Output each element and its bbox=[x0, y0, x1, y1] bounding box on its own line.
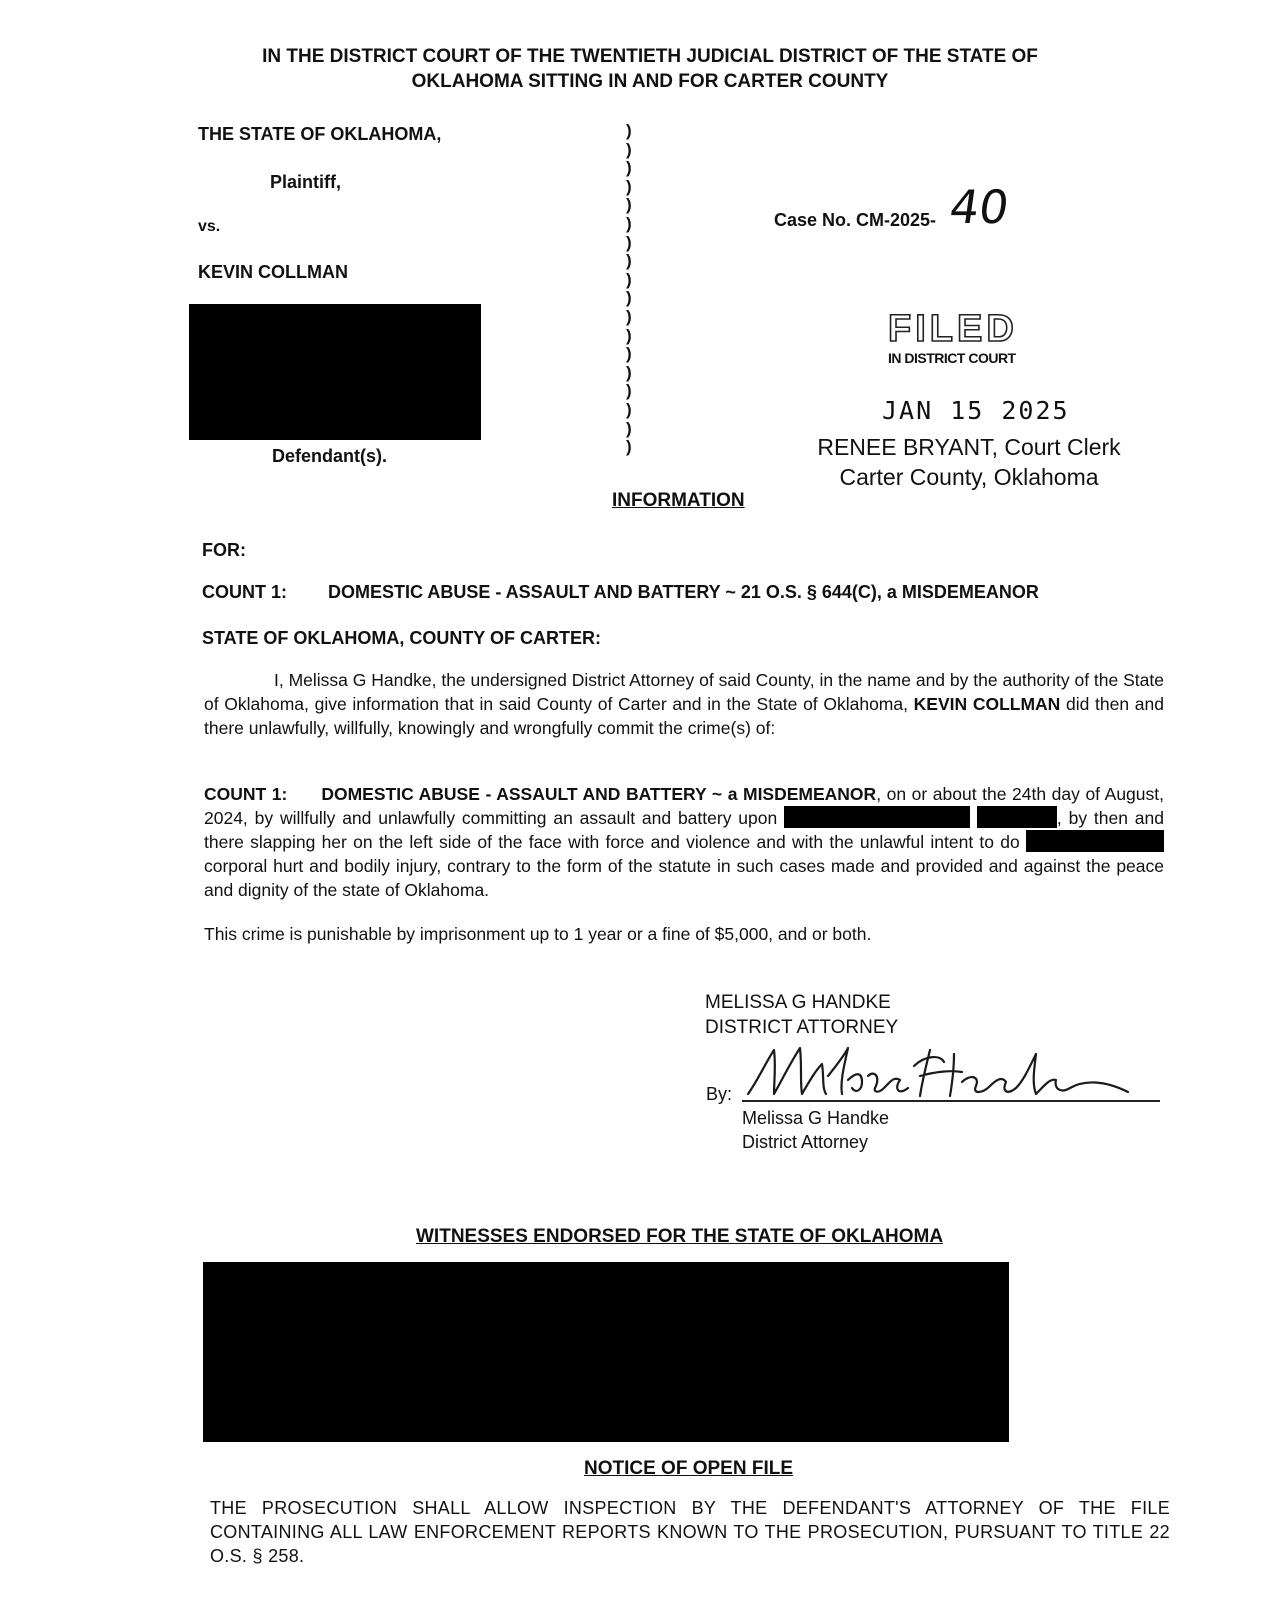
redacted-victim-name bbox=[784, 806, 970, 828]
witnesses-heading: WITNESSES ENDORSED FOR THE STATE OF OKLAHOMA bbox=[416, 1226, 944, 1247]
intro-paragraph bbox=[204, 668, 1164, 740]
filed-stamp-date: JAN 15 2025 bbox=[882, 396, 1070, 425]
redacted-witness-list bbox=[203, 1262, 1009, 1442]
count-heading-text: DOMESTIC ABUSE - ASSAULT AND BATTERY ~ 21 O.S. § 644(C), a MISDEMEANOR bbox=[328, 582, 1039, 602]
count-detail-text-3: corporal hurt and bodily injury, contrary to the form of the statute in such cases made and provided and against the peace and dignity of the state of Oklahoma. bbox=[204, 856, 1164, 900]
plaintiff-label: Plaintiff, bbox=[270, 172, 341, 192]
da-title-caps: DISTRICT ATTORNEY bbox=[705, 1017, 899, 1038]
case-number-prefix: Case No. CM-2025- bbox=[774, 210, 937, 230]
notice-heading: NOTICE OF OPEN FILE bbox=[584, 1458, 794, 1479]
versus-label: vs. bbox=[198, 218, 221, 235]
da-signature-block bbox=[705, 990, 898, 1040]
punishment-statement: This crime is punishable by imprisonment up to 1 year or a fine of $5,000, and or both. bbox=[204, 924, 872, 944]
case-number bbox=[774, 210, 936, 231]
court-caption bbox=[200, 44, 1100, 94]
redacted-victim-name-2 bbox=[977, 806, 1057, 828]
for-label: FOR: bbox=[202, 540, 246, 560]
count-detail-label: COUNT 1: bbox=[204, 784, 288, 804]
count-detail-text-1: , on or about the 24th day of August, 2024, by willfully and unlawfully committing an assault and battery upon bbox=[204, 784, 1164, 828]
caption-line-1: IN THE DISTRICT COURT OF THE TWENTIETH JUDICIAL DISTRICT OF THE STATE OF bbox=[262, 46, 1038, 67]
count-detail-paragraph bbox=[204, 782, 1164, 902]
court-county: Carter County, Oklahoma bbox=[839, 464, 1099, 490]
defendant-name: KEVIN COLLMAN bbox=[198, 262, 348, 282]
plaintiff-state: THE STATE OF OKLAHOMA, bbox=[198, 124, 442, 144]
signer-name: Melissa G Handke bbox=[742, 1108, 890, 1128]
caption-parentheses: ) ) ) ) ) ) ) ) ) ) ) ) ) ) ) ) ) ) bbox=[626, 121, 632, 457]
signature-line bbox=[742, 1100, 1160, 1102]
intro-text-1: I, Melissa G Handke, the undersigned District Attorney of said County, in the name and by the authority of the State of Oklahoma, give information that in said County of Carter and in the State of Oklahoma, bbox=[204, 670, 1164, 714]
filed-stamp-sub: IN DISTRICT COURT bbox=[888, 350, 1016, 366]
caption-line-2: OKLAHOMA SITTING IN AND FOR CARTER COUNTY bbox=[411, 71, 889, 92]
intro-defendant-name: KEVIN COLLMAN bbox=[913, 694, 1061, 714]
da-name-caps: MELISSA G HANDKE bbox=[705, 992, 891, 1013]
count-detail-text-2: , by then and there slapping her on the left side of the face with force and violence and with the unlawful intent to do bbox=[204, 808, 1164, 852]
signer-title: District Attorney bbox=[742, 1132, 869, 1152]
count-detail-title: DOMESTIC ABUSE - ASSAULT AND BATTERY ~ a MISDEMEANOR bbox=[321, 784, 877, 804]
venue-statement: STATE OF OKLAHOMA, COUNTY OF CARTER: bbox=[202, 628, 601, 648]
redacted-defendant-info bbox=[189, 304, 481, 440]
court-clerk: RENEE BRYANT, Court Clerk bbox=[817, 434, 1121, 460]
intro-text-2: did then and there unlawfully, willfully, knowingly and wrongfully commit the crime(s) of: bbox=[204, 694, 1164, 738]
notice-text: THE PROSECUTION SHALL ALLOW INSPECTION BY THE DEFENDANT'S ATTORNEY OF THE FILE CONTAINING ALL LAW ENFORCEMENT REPORTS KNOWN TO THE PROSECUTION, PURSUANT TO TITLE 22 O.S. § 258. bbox=[210, 1498, 1170, 1566]
count-heading bbox=[202, 582, 1039, 603]
case-number-handwritten: 40 bbox=[946, 180, 1013, 234]
signer-block bbox=[742, 1106, 889, 1154]
filed-stamp-word: FILED bbox=[888, 308, 1018, 350]
defendant-label: Defendant(s). bbox=[272, 446, 388, 466]
by-label: By: bbox=[706, 1084, 733, 1104]
handwritten-signature bbox=[744, 1036, 1164, 1102]
redacted-victim-ref bbox=[1026, 830, 1164, 852]
count-heading-label: COUNT 1: bbox=[202, 582, 287, 602]
document-title: INFORMATION bbox=[612, 490, 745, 511]
